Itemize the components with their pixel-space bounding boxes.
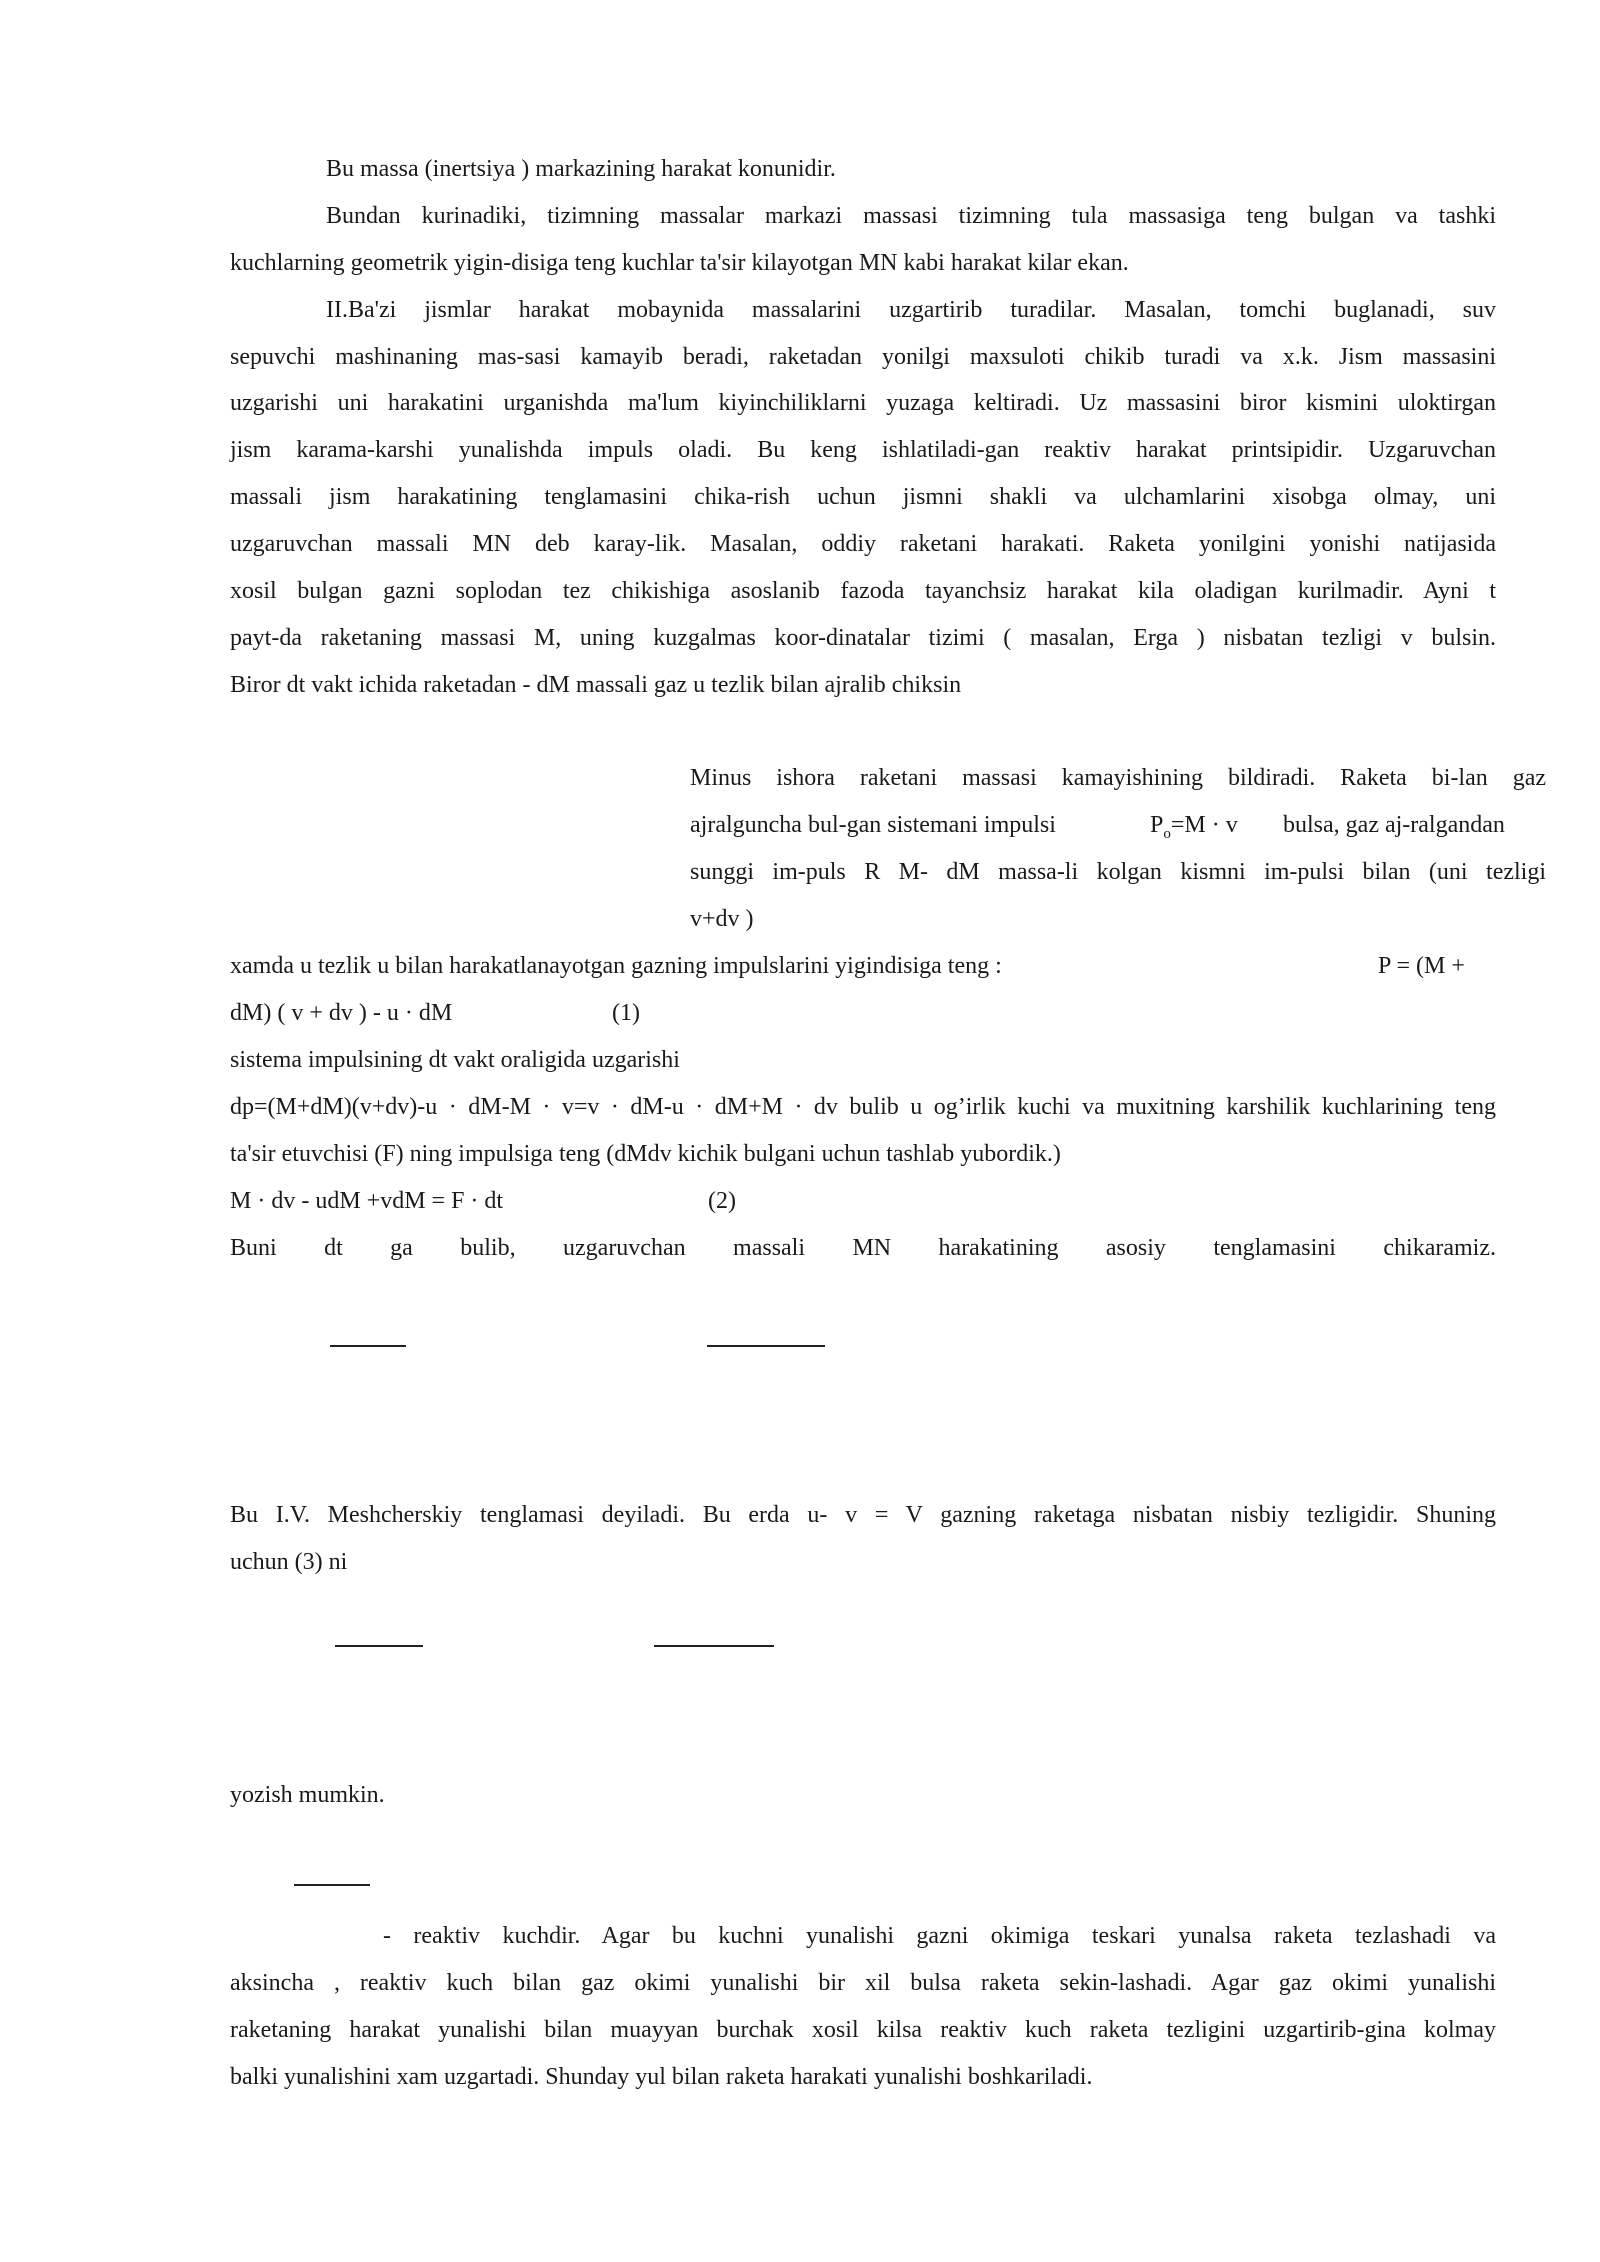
paragraph-line: Minus ishora raketani massasi kamayishining bildiradi. Raketa bi-lan gaz	[690, 765, 1546, 791]
paragraph-line: v+dv )	[690, 906, 754, 932]
paragraph-line: kuchlarning geometrik yigin-disiga teng kuchlar ta'sir kilayotgan MN kabi harakat kilar ekan.	[230, 250, 1129, 276]
paragraph-line: sunggi im-puls R M- dM massa-li kolgan kismni im-pulsi bilan (uni tezligi	[690, 859, 1546, 885]
paragraph-line: jism karama-karshi yunalishda impuls oladi. Bu keng ishlatiladi-gan reaktiv harakat printsipidir. Uzgaruvchan	[230, 437, 1496, 463]
paragraph-line: ajralguncha bul-gan sistemani impulsi	[690, 812, 1056, 838]
paragraph-line: xosil bulgan gazni soplodan tez chikishiga asoslanib fazoda tayanchsiz harakat kila oladigan kurilmadir. Ayni t	[230, 578, 1496, 604]
fraction-bar	[707, 1345, 825, 1347]
paragraph-line: yozish mumkin.	[230, 1782, 385, 1808]
paragraph-line: Bu I.V. Meshcherskiy tenglamasi deyiladi. Bu erda u- v = V gazning raketaga nisbatan nisbiy tezligidir. Shuning	[230, 1502, 1496, 1528]
paragraph-line: uzgarishi uni harakatini urganishda ma'lum kiyinchiliklarni yuzaga keltiradi. Uz massasini biror kismini uloktirgan	[230, 390, 1496, 416]
paragraph-law-statement: Bu massa (inertsiya ) markazining harakat konunidir.	[326, 156, 836, 182]
paragraph-line: massali jism harakatining tenglamasini chika-rish uchun jismni shakli va ulchamlarini xisobga olmay, uni	[230, 484, 1496, 510]
paragraph-line: Biror dt vakt ichida raketadan - dM massali gaz u tezlik bilan ajralib chiksin	[230, 672, 962, 698]
paragraph-line: xamda u tezlik u bilan harakatlanayotgan gazning impulslarini yigindisiga teng :	[230, 953, 1002, 979]
paragraph-line: balki yunalishini xam uzgartadi. Shunday yul bilan raketa harakati yunalishi boshkariladi.	[230, 2064, 1093, 2090]
paragraph-line: raketaning harakat yunalishi bilan muayyan burchak xosil kilsa reaktiv kuch raketa tezligini uzgartirib-gina kolmay	[230, 2017, 1496, 2043]
impulse-equation-end: dM) ( v + dv ) - u · dM	[230, 1000, 453, 1026]
paragraph-line: ta'sir etuvchisi (F) ning impulsiga teng (dMdv kichik bulgani uchun tashlab yubordik.)	[230, 1141, 1061, 1167]
fraction-bar	[335, 1645, 423, 1647]
paragraph-line: - reaktiv kuchdir. Agar bu kuchni yunalishi gazni okimiga teskari yunalsa raketa tezlashadi va	[383, 1923, 1496, 1949]
paragraph-line: sepuvchi mashinaning mas-sasi kamayib beradi, raketadan yonilgi maxsuloti chikib turadi va x.k. Jism massasini	[230, 344, 1496, 370]
impulse-equation-start: P = (M +	[1378, 953, 1465, 979]
paragraph-line: aksincha , reaktiv kuch bilan gaz okimi yunalishi bir xil bulsa raketa sekin-lashadi. Agar gaz okimi yunalishi	[230, 1970, 1496, 1996]
impulse-formula: $P_o=M \cdot v$	[1150, 812, 1238, 842]
equation-number: (2)	[708, 1188, 736, 1214]
fraction-bar	[654, 1645, 774, 1647]
fraction-bar	[330, 1345, 406, 1347]
equation-2: M · dv - udM +vdM = F · dt	[230, 1188, 504, 1214]
paragraph-line: bulsa, gaz aj-ralgandan	[1283, 812, 1505, 838]
paragraph-line: payt-da raketaning massasi M, uning kuzgalmas koor-dinatalar tizimi ( masalan, Erga ) nisbatan tezligi v bulsin.	[230, 625, 1496, 651]
paragraph-line: II.Ba'zi jismlar harakat mobaynida massalarini uzgartirib turadilar. Masalan, tomchi buglanadi, suv	[326, 297, 1496, 323]
paragraph-line: sistema impulsining dt vakt oraligida uzgarishi	[230, 1047, 680, 1073]
paragraph-line: dp=(M+dM)(v+dv)-u · dM-M · v=v · dM-u · dM+M · dv bulib u og’irlik kuchi va muxitning karshilik kuchlarining teng	[230, 1094, 1496, 1120]
paragraph-line: uchun (3) ni	[230, 1549, 348, 1575]
paragraph-line: Buni dt ga bulib, uzgaruvchan massali MN harakatining asosiy tenglamasini chikaramiz.	[230, 1235, 1496, 1261]
fraction-bar	[294, 1884, 370, 1886]
equation-number: (1)	[612, 1000, 640, 1026]
paragraph-line: uzgaruvchan massali MN deb karay-lik. Masalan, oddiy raketani harakati. Raketa yonilgini yonishi natijasida	[230, 531, 1496, 557]
paragraph-line: Bundan kurinadiki, tizimning massalar markazi massasi tizimning tula massasiga teng bulgan va tashki	[326, 203, 1496, 229]
